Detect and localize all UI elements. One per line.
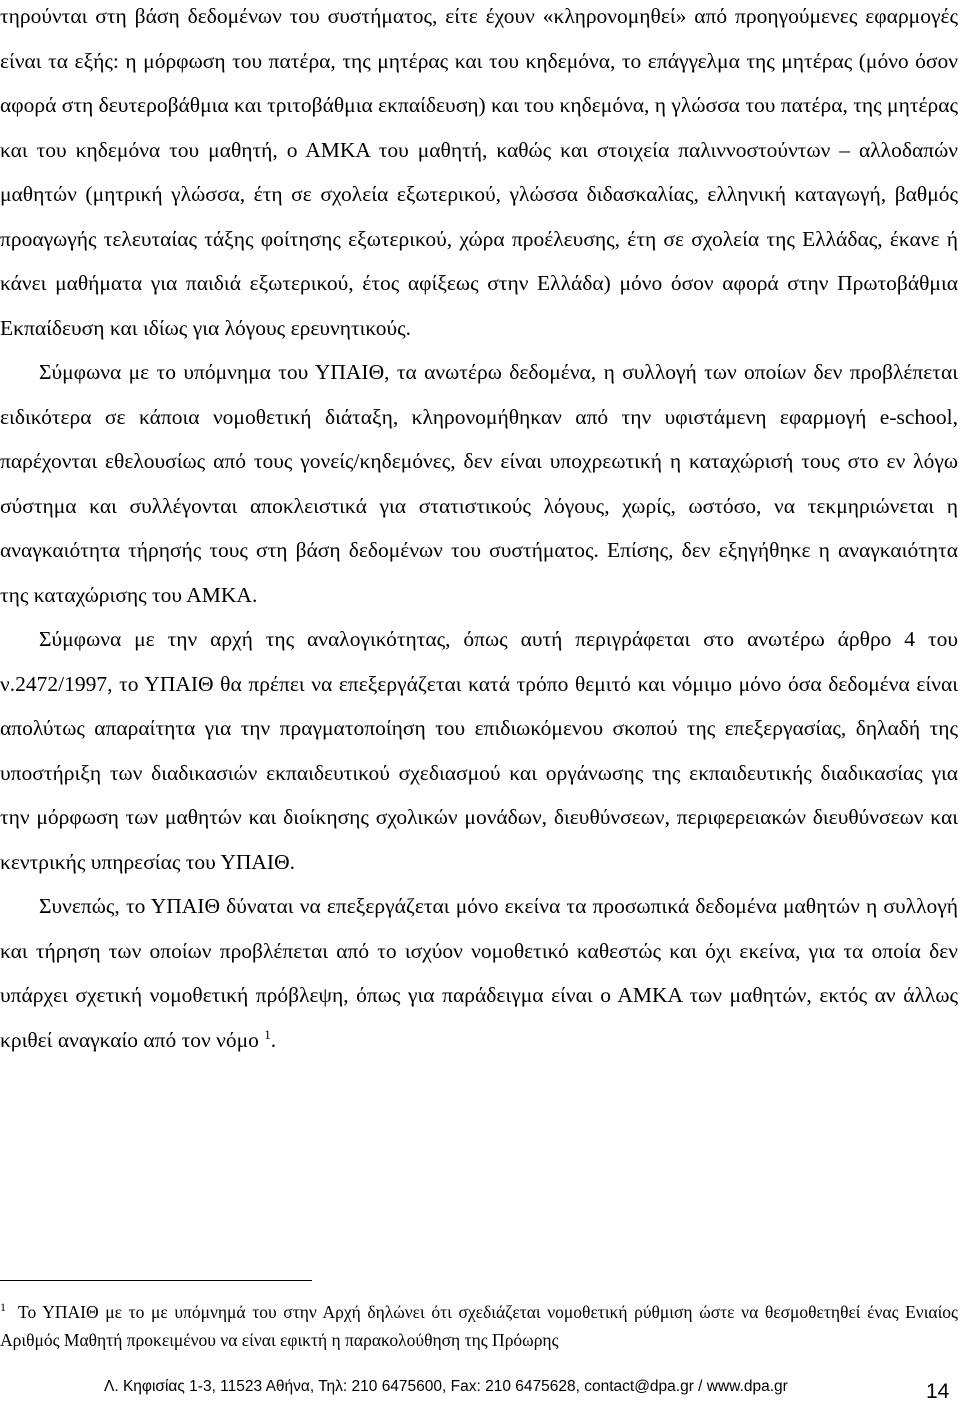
paragraph-4-text: Συνεπώς, το ΥΠΑΙΘ δύναται να επεξεργάζεται μόνο εκείνα τα προσωπικά δεδομένα μαθητών η συλλογή και τήρηση των οποίων προβλέπεται από το ισχύον νομοθετικό καθεστώς και όχι εκείνα, για τα οποία δεν υπάρχει σχετική νομοθετική πρόβλεψη, όπως για παράδειγμα είναι ο ΑΜΚΑ των μαθητών, εκτός αν άλλως κριθεί αναγκαίο από τον νόμο — [0, 894, 958, 1052]
footnote-reference[interactable]: 1 — [264, 1026, 271, 1042]
paragraph-3: Σύμφωνα με την αρχή της αναλογικότητας, όπως αυτή περιγράφεται στο ανωτέρω άρθρο 4 του ν.2472/1997, το ΥΠΑΙΘ θα πρέπει να επεξεργάζεται κατά τρόπο θεμιτό και νόμιμο μόνο όσα δεδομένα είναι απολύτως απαραίτητα για την πραγματοποίηση του επιδιωκόμενου σκοπού της επεξεργασίας, δηλαδή της υποστήριξη των διαδικασιών εκπαιδευτικού σχεδιασμού και οργάνωσης της εκπαιδευτικής διαδικασίας για την μόρφωση των μαθητών και διοίκησης σχολικών μονάδων, διευθύνσεων, περιφερειακών διευθύνσεων και κεντρικής υπηρεσίας του ΥΠΑΙΘ. — [0, 627, 958, 874]
footnote — [0, 1298, 958, 1354]
paragraph-2: Σύμφωνα με το υπόμνημα του ΥΠΑΙΘ, τα ανωτέρω δεδομένα, η συλλογή των οποίων δεν προβλέπεται ειδικότερα σε κάποια νομοθετική διάταξη, κληρονομήθηκαν από την υφιστάμενη εφαρμογή e-school, παρέχονται εθελουσίως από τους γονείς/κηδεμόνες, δεν είναι υποχρεωτική η καταχώρισή τους στο εν λόγω σύστημα και συλλέγονται αποκλειστικά για στατιστικούς λόγους, χωρίς, ωστόσο, να τεκμηριώνεται η αναγκαιότητα τήρησής τους στη βάση δεδομένων του συστήματος. Επίσης, δεν εξηγήθηκε η αναγκαιότητα της καταχώρισης του ΑΜΚΑ. — [0, 360, 958, 607]
footnote-text: Το ΥΠΑΙΘ με το με υπόμνημά του στην Αρχή δηλώνει ότι σχεδιάζεται νομοθετική ρύθμιση ώστε να θεσμοθετηθεί ένας Ενιαίος Αριθμός Μαθητή προκειμένου να είναι εφικτή η παρακολούθηση της Πρόωρης — [0, 1302, 958, 1350]
page-footer — [0, 1376, 960, 1404]
paragraph-4-end: . — [270, 1027, 277, 1052]
footnote-number: 1 — [0, 1300, 6, 1315]
paragraph-1: τηρούνται στη βάση δεδομένων του συστήματος, είτε έχουν «κληρονομηθεί» από προηγούμενες εφαρμογές είναι τα εξής: η μόρφωση του πατέρα, της μητέρας και του κηδεμόνα, το επάγγελμα της μητέρας (μόνο όσον αφορά στη δευτεροβάθμια και τριτοβάθμια εκπαίδευση) και του κηδεμόνα, η γλώσσα του πατέρα, της μητέρας και του κηδεμόνα του μαθητή, ο ΑΜΚΑ του μαθητή, καθώς και στοιχεία παλιννοστούντων – αλλοδαπών μαθητών (μητρική γλώσσα, έτη σε σχολεία εξωτερικού, γλώσσα διδασκαλίας, ελληνική καταγωγή, βαθμός προαγωγής τελευταίας τάξης φοίτησης εξωτερικού, χώρα προέλευσης, έτη σε σχολεία της Ελλάδας, έκανε ή κάνει μαθήματα για παιδιά εξωτερικού, έτος αφίξεως στην Ελλάδα) μόνο όσον αφορά στην Πρωτοβάθμια Εκπαίδευση και ιδίως για λόγους ερευνητικούς. — [0, 4, 958, 340]
paragraph-4 — [0, 884, 958, 1062]
footnote-separator — [0, 1280, 312, 1281]
footer-address: Λ. Κηφισίας 1-3, 11523 Αθήνα, Τηλ: 210 6475600, Fax: 210 6475628, contact@dpa.gr / www.dpa.gr — [104, 1378, 788, 1395]
page-number: 14 — [926, 1380, 950, 1403]
